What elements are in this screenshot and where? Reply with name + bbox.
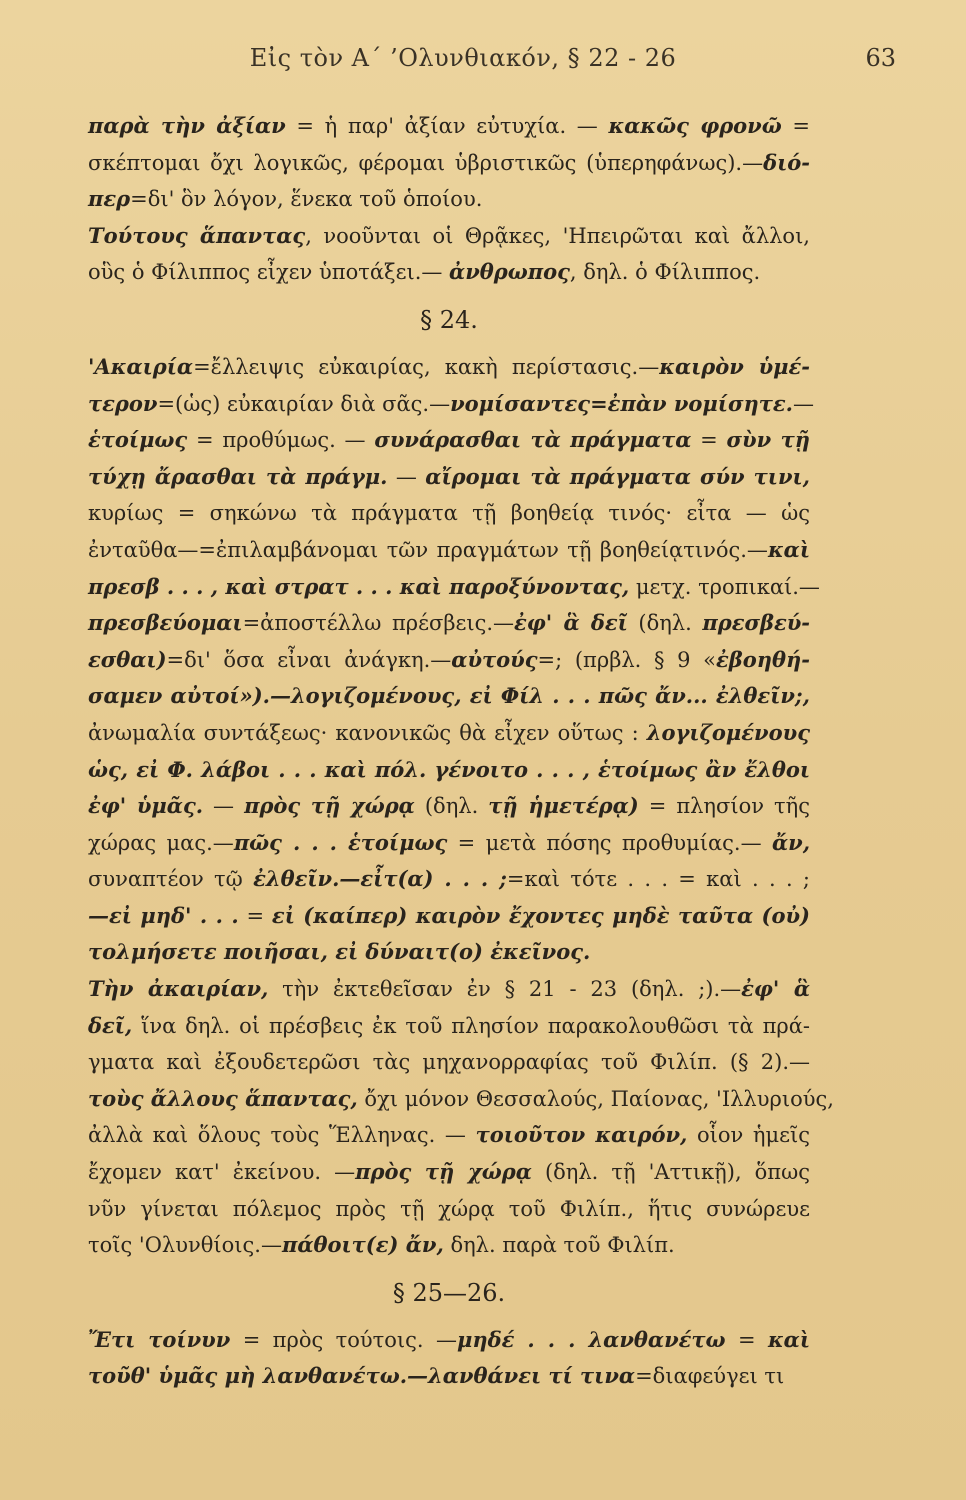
lemma: ἐφ' ἃ xyxy=(741,976,810,1002)
text-line xyxy=(88,218,810,255)
gloss: ἐνταῦθα—=ἐπιλαμβάνομαι τῶν πραγμάτων τῇ βοηθείᾳτινός.— xyxy=(88,537,768,562)
text-line xyxy=(88,459,810,496)
lemma: Τὴν ἀκαιρίαν, xyxy=(88,976,269,1002)
section-heading xyxy=(88,1264,810,1322)
text-line xyxy=(88,642,810,679)
gloss: — xyxy=(387,464,426,489)
gloss: γματα καὶ ἐξουδετερῶσι τὰς μηχανορραφίας τοῦ Φιλίπ. (§ 2).— xyxy=(88,1050,810,1075)
commentary-text xyxy=(88,108,834,1395)
text-line xyxy=(88,1227,810,1264)
gloss: τοῖς 'Ολυνθίοις.— xyxy=(88,1233,282,1258)
gloss: =δι' ὃν λόγον, ἕνεκα τοῦ ὁποίου. xyxy=(130,187,483,212)
lemma: καιρὸν ὑμέ- xyxy=(659,353,810,379)
lemma: νομίσαντες=ἐπὰν νομίσητε. xyxy=(450,390,793,416)
gloss: = προθύμως. — xyxy=(187,428,375,453)
lemma: συνάρασθαι τὰ πράγματα xyxy=(374,427,692,453)
text-line xyxy=(88,1191,810,1228)
lemma: πῶς . . . ἑτοίμως xyxy=(233,829,448,855)
gloss: (δηλ. xyxy=(627,611,703,636)
lemma: ὡς, εἰ Φ. λάβοι . . . καὶ πόλ. γένοιτο . . . , ἑτοίμως ἂν ἔλθοι xyxy=(88,756,810,782)
text-line xyxy=(88,1154,810,1191)
gloss: συναπτέον τῷ xyxy=(88,867,254,892)
lemma: τολμήσετε ποιῆσαι, εἰ δύναιτ(ο) ἐκεῖνος. xyxy=(88,939,591,965)
text-line xyxy=(88,605,810,642)
text-line xyxy=(88,532,810,569)
gloss: δηλ. παρὰ τοῦ Φιλίπ. xyxy=(443,1233,675,1258)
lemma: τῇ ἡμετέρᾳ) xyxy=(488,793,639,819)
lemma: δεῖ, xyxy=(88,1012,133,1038)
lemma: λογιζομένους xyxy=(646,719,810,745)
gloss: = ἡ παρ' ἀξίαν εὐτυχία. — xyxy=(285,114,609,138)
text-line xyxy=(88,971,810,1008)
lemma: τερον xyxy=(88,390,158,416)
lemma: ἀνθρωπος xyxy=(449,259,570,285)
lemma: τοῦθ' ὑμᾶς μὴ λανθανέτω.—λανθάνει τί τινα xyxy=(88,1363,636,1389)
lemma: καὶ xyxy=(767,1326,810,1352)
text-line xyxy=(88,1044,810,1081)
lemma: ἐλθεῖν.—εἶτ(α) . . . ; xyxy=(253,866,507,892)
gloss: = xyxy=(238,903,272,928)
lemma: 'Ακαιρία xyxy=(88,353,194,379)
lemma: ἑτοίμως xyxy=(88,427,188,453)
gloss: = xyxy=(691,428,727,453)
text-line xyxy=(88,1081,834,1118)
lemma: τοὺς ἄλλους ἅπαντας, xyxy=(88,1085,358,1111)
gloss: = μετὰ πόσης προθυμίας.— xyxy=(447,830,772,855)
gloss: οὓς ὁ Φίλιππος εἶχεν ὑποτάξει.— xyxy=(88,260,450,285)
lemma: —εἰ μηδ' . . . xyxy=(88,902,239,928)
text-line xyxy=(88,1358,810,1395)
page-number: 63 xyxy=(865,44,896,72)
gloss: =; (πρβλ. § 9 « xyxy=(537,647,717,672)
gloss: — xyxy=(792,391,814,416)
gloss: χώρας μας.— xyxy=(88,830,234,855)
gloss: ἀλλὰ καὶ ὅλους τοὺς Ἕλληνας. — xyxy=(88,1123,476,1148)
text-line xyxy=(88,1322,810,1359)
text-line xyxy=(88,715,810,752)
gloss: =δι' ὅσα εἶναι ἀνάγκη.— xyxy=(166,647,452,672)
gloss: (δηλ. xyxy=(414,794,489,819)
text-line xyxy=(88,788,810,825)
lemma: πρὸς τῇ χώρᾳ xyxy=(244,793,415,819)
gloss: ὄχι μόνον Θεσσαλούς, Παίονας, 'Ιλλυριούς, xyxy=(357,1086,834,1111)
lemma: σαμεν αὐτοί»).—λογιζομένους, εἰ Φίλ . . . πῶς ἄν... ἐλθεῖν;, xyxy=(88,683,810,709)
lemma: πρὸς τῇ χώρᾳ xyxy=(355,1159,532,1185)
text-line xyxy=(88,422,810,459)
gloss: νῦν γίνεται πόλεμος πρὸς τῇ χώρᾳ τοῦ Φιλίπ., ἥτις συνώρευε xyxy=(88,1196,810,1221)
gloss: = xyxy=(781,114,810,138)
lemma: πρεσβεύ- xyxy=(702,610,810,636)
text-line xyxy=(88,1008,810,1045)
gloss: = πρὸς τούτοις. — xyxy=(230,1327,457,1352)
text-line xyxy=(88,861,810,898)
lemma: αὐτούς xyxy=(451,646,538,672)
text-line xyxy=(88,825,810,862)
text-line xyxy=(88,1117,810,1154)
lemma: τύχῃ ἄρασθαι τὰ πράγμ. xyxy=(88,463,388,489)
lemma: πρεσβεύομαι xyxy=(88,610,243,636)
section-heading xyxy=(88,291,810,349)
gloss: § 25—26. xyxy=(392,1278,506,1307)
text-line xyxy=(88,145,810,182)
lemma: σὺν τῇ xyxy=(726,427,810,453)
lemma: κακῶς φρονῶ xyxy=(608,113,782,138)
lemma: τοιοῦτον καιρόν, xyxy=(475,1122,688,1148)
lemma: μηδέ . . . λανθανέτω xyxy=(456,1326,726,1352)
gloss: =ἀποστέλλω πρέσβεις.— xyxy=(242,611,515,636)
lemma: ἐφ' ὑμᾶς. xyxy=(88,793,204,819)
text-line xyxy=(88,678,810,715)
text-line xyxy=(88,495,810,532)
gloss: (δηλ. τῇ 'Αττικῇ), ὅπως xyxy=(531,1160,810,1185)
lemma: καὶ xyxy=(767,536,810,562)
gloss: § 24. xyxy=(420,305,478,334)
gloss: σκέπτομαι ὄχι λογικῶς, φέρομαι ὑβριστικῶς (ὑπερηφάνως).— xyxy=(88,150,764,175)
text-line xyxy=(88,752,810,789)
gloss: , δηλ. ὁ Φίλιππος. xyxy=(569,260,761,285)
gloss: =ἔλλειψις εὐκαιρίας, κακὴ περίστασις.— xyxy=(193,354,660,379)
text-line xyxy=(88,181,810,218)
running-title: Εἰς τὸν Α΄ ’Ολυνθιακόν, § 22 - 26 xyxy=(249,44,677,72)
gloss: =(ὡς) εὐκαιρίαν διὰ σᾶς.— xyxy=(157,391,451,416)
gloss: ἔχομεν κατ' ἐκείνου. — xyxy=(88,1160,356,1185)
lemma: ἐφ' ἃ δεῖ xyxy=(514,610,628,636)
text-line xyxy=(88,386,814,423)
text-line xyxy=(88,254,810,291)
gloss: =καὶ τότε . . . = καὶ . . . ; xyxy=(506,867,810,892)
lemma: περ xyxy=(88,186,131,212)
gloss: = xyxy=(725,1327,768,1352)
text-line xyxy=(88,898,810,935)
lemma: εσθαι) xyxy=(88,646,167,672)
gloss: μετχ. τροπικαί.— xyxy=(629,574,820,599)
running-head xyxy=(90,44,896,84)
lemma: πάθοιτ(ε) ἄν, xyxy=(281,1232,444,1258)
lemma: ἄν, xyxy=(771,829,811,855)
gloss: ἵνα δηλ. οἱ πρέσβεις ἐκ τοῦ πλησίον παρακολουθῶσι τὰ πρά- xyxy=(132,1013,810,1038)
gloss: κυρίως = σηκώνω τὰ πράγματα τῇ βοηθείᾳ τινός· εἶτα — ὡς xyxy=(88,501,810,526)
text-line xyxy=(88,349,810,386)
text-line xyxy=(88,934,810,971)
gloss: οἷον ἡμεῖς xyxy=(687,1123,811,1148)
lemma: αἴρομαι τὰ πράγματα σύν τινι, xyxy=(425,463,810,489)
lemma: παρὰ τὴν ἀξίαν xyxy=(88,113,286,138)
lemma: ἐβοηθή- xyxy=(716,646,811,672)
lemma: διό- xyxy=(763,149,810,175)
gloss: , νοοῦνται οἱ Θρᾷκες, 'Ηπειρῶται καὶ ἄλλοι, xyxy=(305,223,810,248)
lemma: Τούτους ἅπαντας xyxy=(88,222,306,248)
text-line xyxy=(88,569,820,606)
lemma: πρεσβ . . . , καὶ στρατ . . . καὶ παροξύνοντας, xyxy=(88,573,630,599)
gloss: τὴν ἐκτεθεῖσαν ἐν § 21 - 23 (δηλ. ;).— xyxy=(268,977,742,1002)
gloss: =διαφεύγει τι xyxy=(635,1364,785,1389)
gloss: — xyxy=(203,794,245,819)
gloss: = πλησίον τῆς xyxy=(638,794,810,819)
gloss: ἀνωμαλία συντάξεως· κανονικῶς θὰ εἶχεν οὕτως : xyxy=(88,720,647,745)
lemma: Ἔτι τοίνυν xyxy=(88,1326,231,1352)
text-line xyxy=(88,108,810,145)
lemma: εἰ (καίπερ) καιρὸν ἔχοντες μηδὲ ταῦτα (οὐ) xyxy=(271,902,810,928)
